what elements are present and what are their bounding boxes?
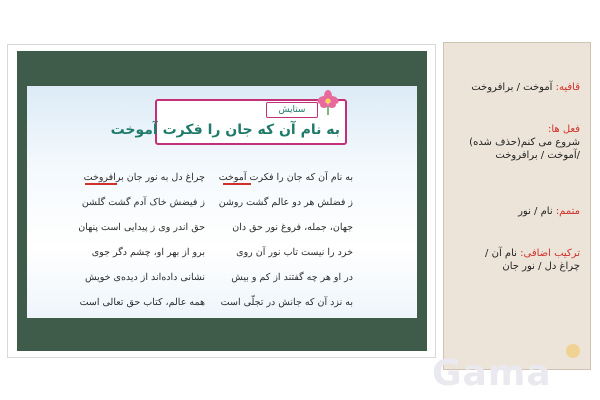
note-compound bbox=[450, 247, 580, 273]
section-tag: ستایش bbox=[266, 102, 318, 118]
note-verbs bbox=[450, 123, 580, 162]
poem-line: ز فیضش خاک آدم گشت گلشن bbox=[81, 197, 205, 208]
poem-line: چراغ دل به نور جان برافروخت bbox=[83, 172, 205, 183]
poem-line: خرد را نیست تاب نور آن روی bbox=[236, 247, 353, 258]
poem-line: حق اندر وی ز پیدایی است پنهان bbox=[78, 222, 205, 233]
poem-right-column bbox=[203, 170, 353, 318]
note-rhyme bbox=[450, 81, 580, 94]
poem-left-column bbox=[55, 170, 205, 318]
poem-line: به نزد آن که جانش در تجلّی است bbox=[220, 297, 353, 308]
poem-line: به نام آن که جان را فکرت آموخت bbox=[218, 172, 353, 183]
poem-line: ز فضلش هر دو عالم گشت روشن bbox=[218, 197, 353, 208]
note-value: چراغ دل / نور جان bbox=[502, 261, 580, 272]
slide-content bbox=[27, 86, 417, 318]
rhyme-underline bbox=[223, 183, 251, 185]
notes-panel bbox=[443, 42, 591, 370]
poem-line: در او هر چه گفتند از کم و بیش bbox=[231, 272, 353, 283]
note-label: ترکیب اضافی: bbox=[520, 248, 580, 259]
poem-line: جهان، جمله، فروغ نور حق دان bbox=[232, 222, 353, 233]
page-title: به نام آن که جان را فکرت آموخت bbox=[110, 122, 340, 138]
note-value: نام آن / bbox=[485, 248, 521, 259]
note-complement bbox=[450, 205, 580, 218]
poem-line: نشانی داده‌اند از دیده‌ی خویش bbox=[84, 272, 205, 283]
note-label: متمم: bbox=[555, 206, 580, 217]
note-value: آموخت / برافروخت bbox=[471, 82, 556, 93]
watermark-orb-icon bbox=[566, 344, 580, 358]
poem-line: همه عالم، کتاب حق تعالی است bbox=[79, 297, 205, 308]
poem-line: برو از بهر او، چشم دگر جوی bbox=[91, 247, 205, 258]
note-value: نام / نور bbox=[518, 206, 556, 217]
flower-icon bbox=[314, 88, 342, 116]
note-value: /آموخت / برافروخت bbox=[495, 150, 580, 161]
note-value: شروع می کنم(حذف شده) bbox=[469, 137, 580, 148]
rhyme-underline bbox=[85, 183, 117, 185]
note-label: قافیه: bbox=[555, 82, 580, 93]
watermark-logo: Gama bbox=[432, 353, 552, 394]
note-label: فعل ها: bbox=[547, 124, 580, 135]
